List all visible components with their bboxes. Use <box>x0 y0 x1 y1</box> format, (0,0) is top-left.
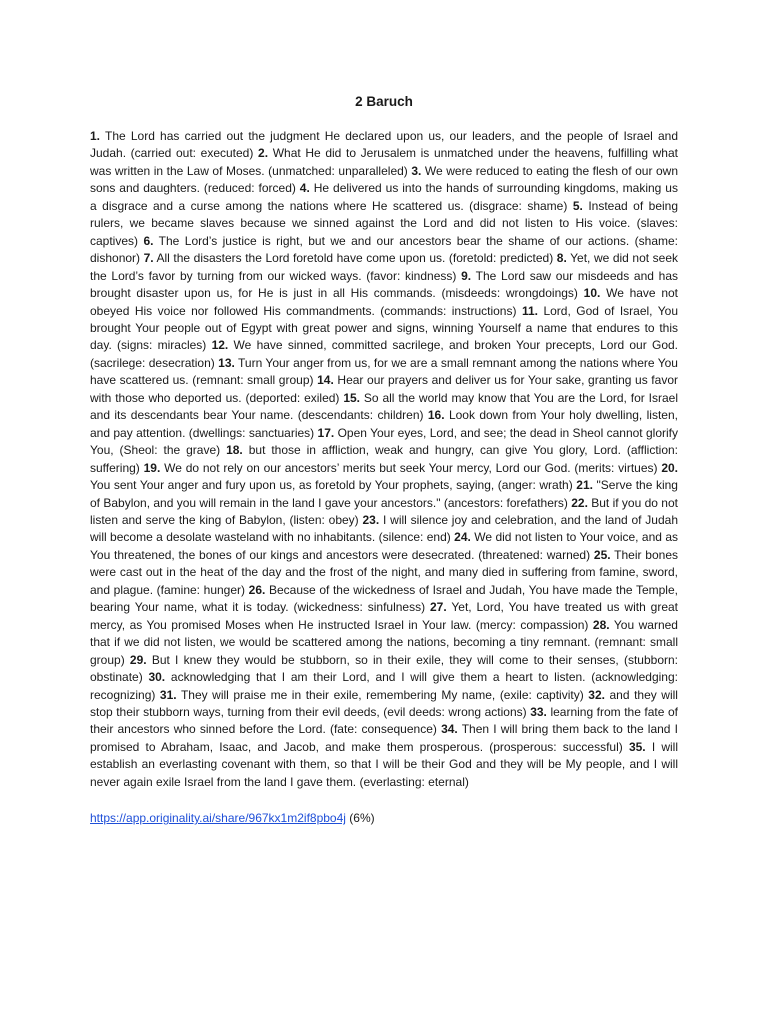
document-body <box>90 128 678 791</box>
verse-number: 17. <box>317 425 335 440</box>
verse-number: 28. <box>592 617 610 632</box>
verse-text: Their bones were cast out in the heat of the day and the frost of the night, and many died in suffering from famine, sword, and plague. (famine: hunger) <box>90 547 679 597</box>
verse <box>144 251 554 265</box>
verse-number: 26. <box>248 582 266 597</box>
verse-number: 20. <box>661 460 679 475</box>
verse-text: We were reduced to eating the flesh of our own sons and daughters. (reduced: forced) <box>90 163 678 196</box>
verse-text: Then I will bring them back to the land I promised to Abraham, Isaac, and Jacob, and make them prosperous. (prosperous: successful) <box>90 722 678 754</box>
verse-number: 11. <box>521 303 538 318</box>
verse-number: 35. <box>628 739 646 754</box>
verse-number: 21. <box>576 478 593 493</box>
verse-text: Hear our prayers and deliver us for Your sake, granting us favor with those who deported us. (deported: exiled) <box>90 373 678 405</box>
verse-text: Look down from Your holy dwelling, listen, and pay attention. (dwellings: sanctuaries) <box>90 408 678 440</box>
originality-score: (6%) <box>349 811 375 826</box>
verse-text: learning from the fate of their ancestors who sinned before the Lord. (fate: consequence) <box>90 704 678 737</box>
footer-line <box>90 810 678 827</box>
verse-number: 22. <box>571 495 588 510</box>
verse-number: 15. <box>343 390 361 405</box>
verse-number: 16. <box>427 408 445 423</box>
verse-number: 24. <box>454 530 471 545</box>
verse-text: But if you do not listen and serve the king of Babylon, (listen: obey) <box>90 495 678 527</box>
verse-number: 2. <box>258 146 269 161</box>
verse-text: You warned that if we did not listen, we would be scattered among the nations, becoming a tiny remnant. (remnant: small group) <box>90 617 678 667</box>
verse-text: He delivered us into the hands of surrounding kingdoms, making us a disgrace and a curse among the nations where He scattered us. (disgrace: shame) <box>90 181 678 213</box>
verse-number: 5. <box>572 198 583 213</box>
verse-number: 29. <box>129 652 147 667</box>
verse-text: acknowledging that I am their Lord, and I will give them a heart to listen. (acknowledging: recognizing) <box>90 670 678 702</box>
verse-number: 9. <box>461 268 472 283</box>
document-page <box>90 92 678 827</box>
verse-text: I will silence joy and celebration, and the land of Judah will become a desolate wasteland with no inhabitants. (silence: end) <box>90 512 679 545</box>
verse-number: 19. <box>143 460 161 475</box>
verse-text: but those in affliction, weak and hungry, can give You glory, Lord. (affliction: suffering) <box>90 443 679 475</box>
verse-text: Open Your eyes, Lord, and see; the dead in Sheol cannot glorify You, (Sheol: the grave) <box>90 425 678 458</box>
verse-number: 25. <box>593 547 611 562</box>
verse-number: 18. <box>226 443 243 458</box>
verse-number: 8. <box>556 251 567 266</box>
verse-number: 14. <box>317 373 334 388</box>
verse-number: 27. <box>430 600 447 615</box>
verse-text: Because of the wickedness of Israel and Judah, You have made the Temple, bearing Your name, what it is today. (wickedness: sinfulness) <box>90 582 678 615</box>
verse-text: The Lord has carried out the judgment He declared upon us, our leaders, and the people of Israel and Judah. (carried out: executed) <box>90 129 678 161</box>
verse-text: We have not obeyed His voice nor followed His commandments. (commands: instructions) <box>90 286 679 318</box>
verse-text: The Lord saw our misdeeds and has brought disaster upon us, for He is just in all His commands. (misdeeds: wrongdoings) <box>90 268 679 301</box>
verse-number: 12. <box>211 338 229 353</box>
verse-number: 10. <box>583 286 601 301</box>
verse-text: So all the world may know that You are the Lord, for Israel and its descendants bear Your name. (descendants: children) <box>90 390 678 423</box>
verse-text: Yet, we did not seek the Lord’s favor by turning from our wicked ways. (favor: kindness) <box>90 251 679 283</box>
verse-text: Instead of being rulers, we became slaves because we sinned against the Lord and did not listen to His voice. (slaves: captives) <box>90 198 679 248</box>
verse-number: 6. <box>143 233 154 248</box>
verse-text: We have sinned, committed sacrilege, and broken Your precepts, Lord our God. (sacrilege: desecration) <box>90 338 678 370</box>
document-title: 2 Baruch <box>355 94 413 109</box>
verse-number: 4. <box>299 181 310 196</box>
originality-share-link[interactable]: https://app.originality.ai/share/967kx1m2if8pbo4j <box>90 811 346 826</box>
verse-number: 34. <box>441 722 458 737</box>
verse-number: 30. <box>148 670 166 685</box>
verse-number: 13. <box>218 355 235 370</box>
verse-text: Turn Your anger from us, for we are a small remnant among the nations where You have scattered us. (remnant: small group) <box>90 355 678 388</box>
verse-number: 3. <box>411 163 422 178</box>
verse-number: 1. <box>90 129 101 143</box>
verse-text: and they will stop their stubborn ways, turning from their evil deeds, (evil deeds: wrong actions) <box>90 687 678 719</box>
verse <box>144 461 658 475</box>
verse-number: 23. <box>362 512 380 527</box>
verse-text: Lord, God of Israel, You brought Your people out of Egypt with great power and signs, winning Yourself a name that endures to this day. (signs: miracles) <box>90 303 679 353</box>
verse-number: 31. <box>159 687 177 702</box>
verse-text: All the disasters the Lord foretold have come upon us. (foretold: predicted) <box>156 251 554 266</box>
verse-number: 32. <box>588 687 605 702</box>
verse-text: Yet, Lord, You have treated us with great mercy, as You promised Moses when He instructed Israel in Your law. (mercy: compassion) <box>90 600 678 632</box>
verse-text: They will praise me in their exile, remembering My name, (exile: captivity) <box>180 687 584 702</box>
verse <box>160 688 584 702</box>
verse-text: But I knew they would be stubborn, so in their exile, they will come to their senses, (stubborn: obstinate) <box>90 652 678 685</box>
verse-text: We do not rely on our ancestors’ merits but seek Your mercy, Lord our God. (merits: virtues) <box>164 460 658 475</box>
verse-text: You sent Your anger and fury upon us, as foretold by Your prophets, saying, (anger: wrath) <box>90 478 573 493</box>
verse-text: "Serve the king of Babylon, and you will remain in the land I gave your ancestors." (ancestors: forefathers) <box>90 478 678 510</box>
verse-number: 33. <box>530 704 547 719</box>
verse-text: What He did to Jerusalem is unmatched under the heavens, fulfilling what was written in the Law of Moses. (unmatched: unparalleled) <box>90 146 678 178</box>
verse-text: I will establish an everlasting covenant with them, so that I will be their God and they will be My people, and I will never again exile Israel from the land I gave them. (everlasting: eternal) <box>90 739 678 789</box>
verse-number: 7. <box>143 251 154 266</box>
verse-text: We did not listen to Your voice, and as You threatened, the bones of our kings and ancestors were desecrated. (threatened: warned) <box>90 530 678 562</box>
verse-text: The Lord’s justice is right, but we and our ancestors bear the shame of our actions. (shame: dishonor) <box>90 233 678 266</box>
